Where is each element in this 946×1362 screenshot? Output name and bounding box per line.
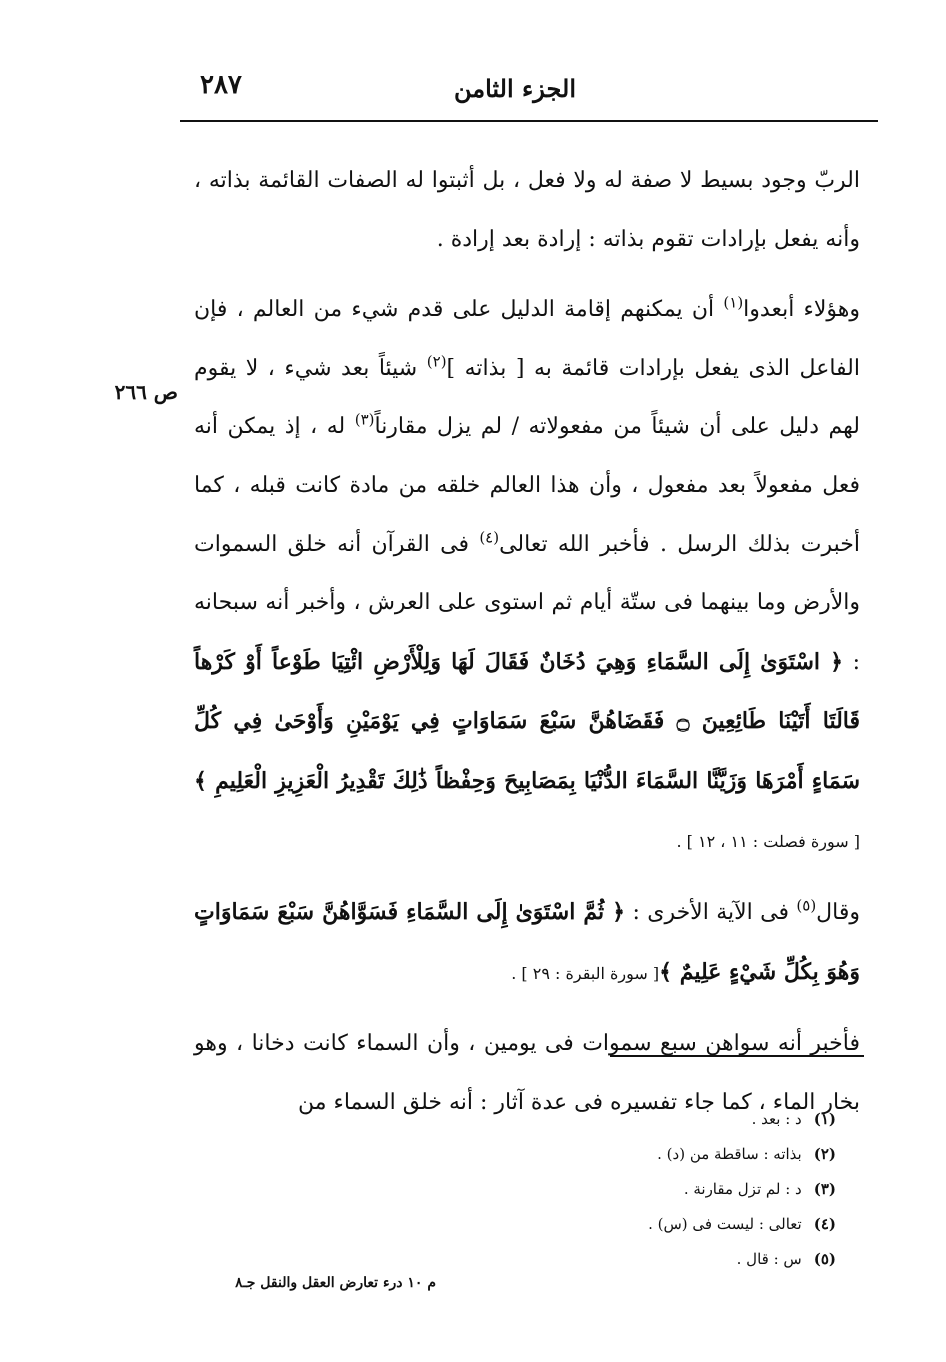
paragraph-text: فى القرآن أنه خلق السموات والأرض وما بينهما فى ستّة أيام ثم استوى على العرش ، وأخبر أنه سبحانه : — [194, 531, 860, 675]
surah-citation: [ سورة البقرة : ٢٩ ] . — [511, 963, 660, 983]
paragraph-text: له ، إذ يمكن أنه فعل مفعولاً بعد مفعول ، وأن هذا العالم خلقه من مادة كانت قبله ، كما أخبرت بذلك الرسل . فأخبر الله تعالى — [194, 414, 861, 557]
paragraph-text: فأخبر أنه سواهن سبع سموات فى يومين ، وأن السماء كانت دخانا ، وهو بخار الماء ، كما جاء تفسيره فى عدة آثار : أنه خلق السماء من — [194, 1031, 860, 1115]
footnote-number: (٥) — [813, 1250, 836, 1268]
footnote-text: د : بعد . — [751, 1110, 802, 1128]
footnote-number: (٤) — [813, 1215, 836, 1233]
surah-citation: [ سورة فصلت : ١١ ، ١٢ ] . — [676, 831, 860, 851]
main-text — [194, 152, 860, 1133]
paragraph-text: وقال — [816, 900, 860, 926]
page-number: ٢٨٧ — [200, 70, 242, 100]
paragraph-text: وهؤلاء أبعدوا — [743, 297, 861, 323]
footnotes — [560, 1102, 836, 1277]
paragraph-text: فى الآية الأخرى : — [625, 900, 797, 926]
footnote — [560, 1172, 836, 1207]
footnote-rule — [610, 1055, 864, 1057]
footnote-number: (٢) — [813, 1145, 836, 1163]
footnote-text: س : قال . — [736, 1250, 802, 1268]
paragraph-text: شيئاً بعد شيء ، لا يقوم لهم دليل على أن شيئاً من مفعولاته / لم يزل مقارناً — [194, 355, 860, 440]
footnote — [560, 1102, 836, 1137]
footnote-reference: (١) — [723, 293, 744, 312]
footnote-reference: (٣) — [354, 411, 375, 430]
paragraph — [194, 152, 860, 269]
footnote — [560, 1242, 836, 1277]
footnote — [560, 1137, 836, 1172]
running-header-title: الجزء الثامن — [453, 74, 576, 103]
footnote-text: تعالى : ليست فى (س) . — [648, 1215, 802, 1233]
footnote-text: بذاته : ساقطة من (د) . — [657, 1145, 802, 1163]
quran-verse: ﴿ اسْتَوَىٰ إِلَى السَّمَاءِ وَهِيَ دُخَانٌ فَقَالَ لَهَا وَلِلْأَرْضِ ائْتِيَا طَوْعاً أَوْ كَرْهاً قَالَتَا أَتَيْنَا طَائِعِينَ ۝ فَقَضَاهُنَّ سَبْعَ سَمَاوَاتٍ فِي يَوْمَيْنِ وَأَوْحَىٰ فِي كُلِّ سَمَاءٍ أَمْرَهَا وَزَيَّنَّا السَّمَاءَ الدُّنْيَا بِمَصَابِيحَ وَحِفْظاً ذَٰلِكَ تَقْدِيرُ الْعَزِيزِ الْعَلِيمِ ﴾ — [194, 648, 861, 794]
paragraph-text: أن يمكنهم إقامة الدليل على قدم شيء من العالم ، فإن الفاعل الذى يفعل بإرادات قائمة به [ بذاته ] — [194, 297, 860, 381]
footnote-text: د : لم تزل مقارنة . — [683, 1180, 802, 1198]
footnote-number: (٣) — [813, 1180, 836, 1198]
footnote-reference: (٥) — [796, 896, 817, 915]
quran-verse: ﴿ ثُمَّ اسْتَوَىٰ إِلَى السَّمَاءِ فَسَوَّاهُنَّ سَبْعَ سَمَاوَاتٍ وَهُوَ بِكُلِّ شَيْءٍ عَلِيمٌ ﴾ — [194, 899, 860, 985]
footnote-reference: (٢) — [426, 352, 447, 371]
header-rule — [180, 120, 878, 122]
paragraph — [194, 883, 860, 1003]
signature-line: م ١٠ درء تعارض العقل والنقل جـ٨ — [235, 1275, 436, 1291]
margin-page-reference: ص ٢٦٦ — [114, 380, 178, 404]
paragraph-text: الربّ وجود بسيط لا صفة له ولا فعل ، بل أثبتوا له الصفات القائمة بذاته ، وأنه يفعل بإرادات تقوم بذاته : إرادة بعد إرادة . — [194, 168, 860, 252]
footnote — [560, 1207, 836, 1242]
footnote-number: (١) — [813, 1110, 836, 1128]
footnote-reference: (٤) — [479, 528, 500, 547]
paragraph — [194, 281, 860, 871]
